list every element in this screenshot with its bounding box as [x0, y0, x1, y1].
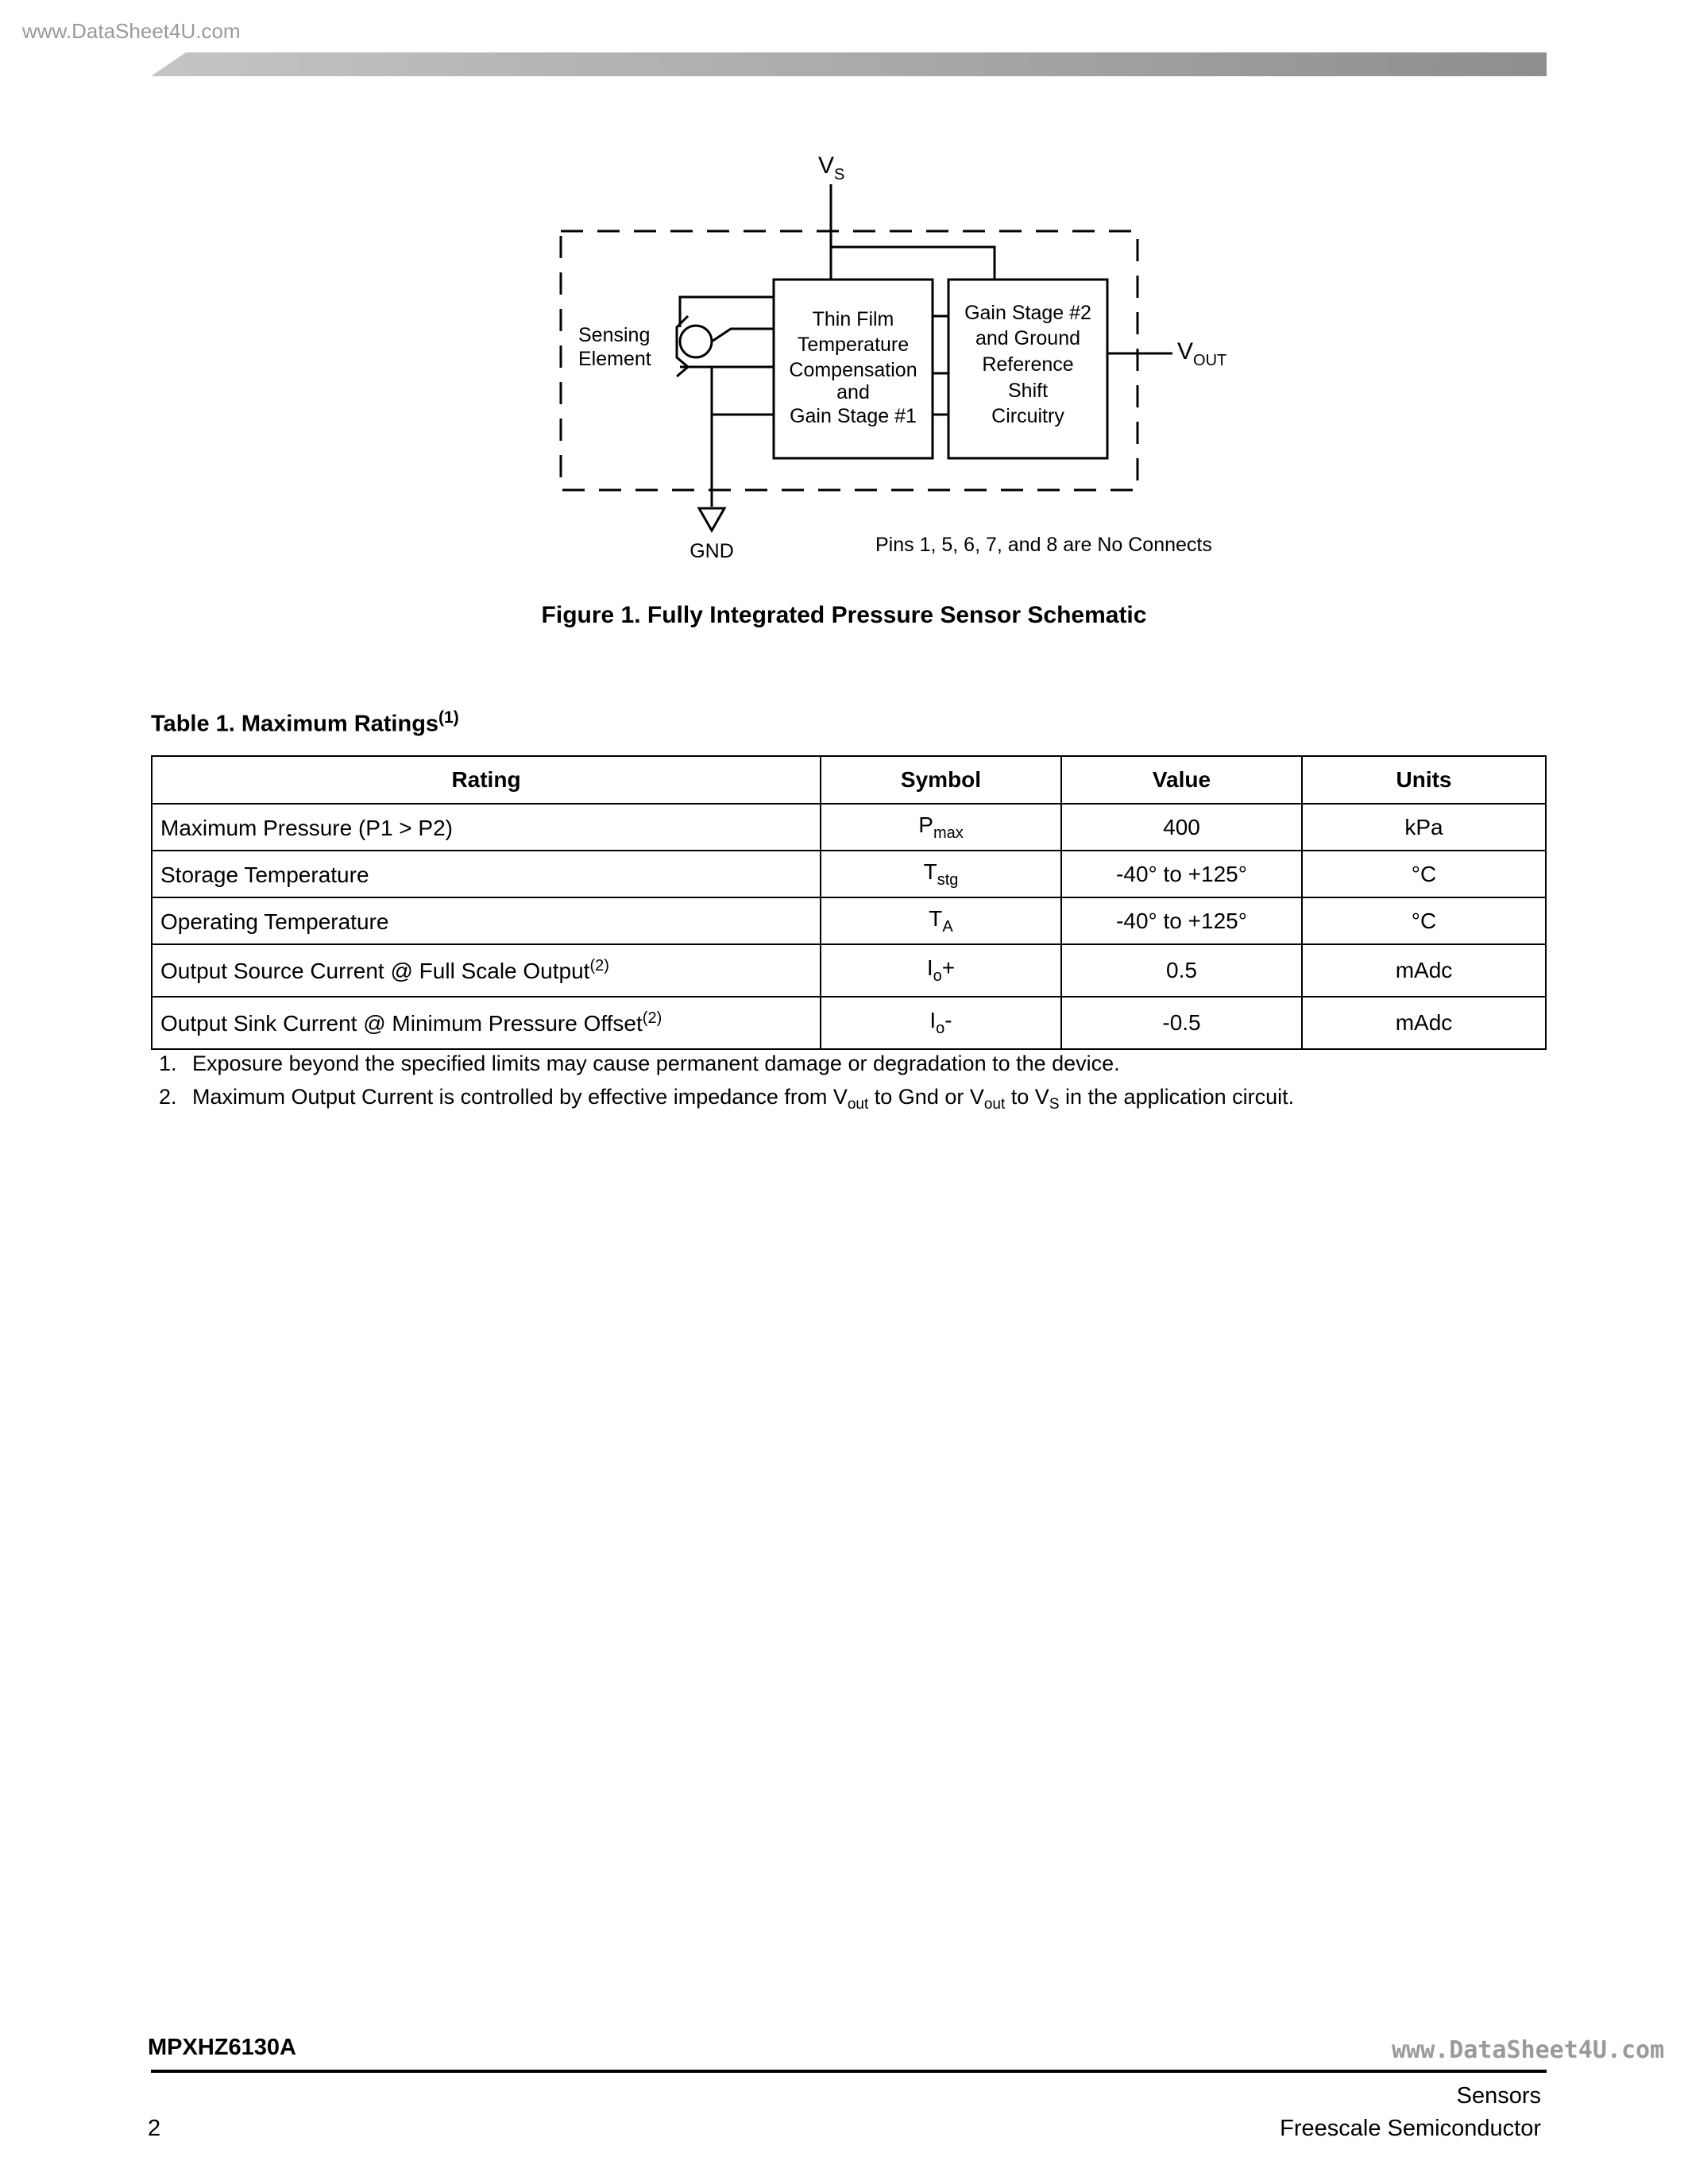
sensing-element-symbol: [680, 326, 712, 357]
value-cell: 400: [1061, 804, 1302, 851]
part-number: MPXHZ6130A: [148, 2035, 296, 2060]
block2-line2: and Ground: [975, 327, 1081, 349]
symbol-cell: $I_o+$: [821, 944, 1061, 997]
sensing-wire-top: [680, 297, 774, 327]
footnote-2: 2. Maximum Output Current is controlled by effective impedance from $V_{out}$ to Gnd or $V_{out}$ to $V_S$ in the application circuit.: [159, 1085, 1295, 1113]
units-cell: mAdc: [1302, 997, 1546, 1049]
symbol-cell: $T_A$: [821, 897, 1061, 944]
sensing-label-line1: Sensing: [578, 324, 651, 346]
sensing-wire-gnd-feed: [712, 367, 774, 415]
vout-label: $V_{OUT}$: [1177, 338, 1227, 369]
rating-cell: Operating Temperature: [152, 897, 821, 944]
footer-company: Freescale Semiconductor: [1280, 2116, 1541, 2141]
watermark-top[interactable]: www.DataSheet4U.com: [22, 19, 241, 43]
table-row: [152, 944, 1546, 997]
table-row: [152, 804, 1546, 851]
table-title: [151, 708, 459, 738]
block1-line4: and: [836, 381, 870, 403]
value-cell: -40° to +125°: [1061, 897, 1302, 944]
symbol-cell: $T_{stg}$: [821, 851, 1061, 897]
block1-line1: Thin Film: [812, 308, 894, 330]
gnd-label: GND: [689, 540, 734, 562]
block2-line4: Shift: [1007, 380, 1049, 402]
footer-category: Sensors: [1456, 2083, 1541, 2109]
rating-cell: Output Sink Current @ Minimum Pressure Offset$^{(2)}$: [152, 997, 821, 1049]
footnote-1-text: Exposure beyond the specified limits may cause permanent damage or degradation to the device.: [192, 1051, 1120, 1075]
value-cell: -0.5: [1061, 997, 1302, 1049]
symbol-cell: $P_{max}$: [821, 804, 1061, 851]
rating-cell: Maximum Pressure (P1 > P2): [152, 804, 821, 851]
block1-line3: Compensation: [789, 359, 917, 381]
block2-line1: Gain Stage #2: [964, 302, 1091, 324]
footnote-2-number: 2.: [159, 1085, 177, 1109]
table-title-text: Table 1. Maximum Ratings: [151, 711, 439, 737]
footer-rule: [151, 2070, 1547, 2073]
sensing-wire-right: [712, 329, 774, 341]
units-cell: kPa: [1302, 804, 1546, 851]
header-rating: Rating: [152, 756, 821, 804]
header-symbol: Symbol: [821, 756, 1061, 804]
footnote-1: [159, 1051, 1120, 1076]
table-row: [152, 897, 1546, 944]
footnote-1-number: 1.: [159, 1051, 177, 1075]
sensing-label-line2: Element: [578, 348, 651, 370]
maximum-ratings-table: [151, 755, 1547, 1050]
value-cell: 0.5: [1061, 944, 1302, 997]
units-cell: °C: [1302, 897, 1546, 944]
symbol-cell: $I_o-$: [821, 997, 1061, 1049]
watermark-bottom[interactable]: www.DataSheet4U.com: [1392, 2036, 1665, 2064]
block2-line5: Circuitry: [991, 405, 1064, 427]
pins-note: Pins 1, 5, 6, 7, and 8 are No Connects: [875, 534, 1212, 556]
table-row: [152, 851, 1546, 897]
header-value: Value: [1061, 756, 1302, 804]
vs-wire-block2: [831, 247, 995, 280]
rating-cell: Output Source Current @ Full Scale Output$^{(2)}$: [152, 944, 821, 997]
block2-line3: Reference: [982, 353, 1074, 376]
sensor-schematic: [0, 0, 1688, 604]
block1-line2: Temperature: [797, 334, 910, 356]
page-number: 2: [148, 2116, 161, 2141]
units-cell: °C: [1302, 851, 1546, 897]
rating-cell: Storage Temperature: [152, 851, 821, 897]
figure-caption: Figure 1. Fully Integrated Pressure Sensor Schematic: [541, 602, 1147, 628]
gnd-symbol: [699, 508, 724, 531]
units-cell: mAdc: [1302, 944, 1546, 997]
vs-label: $V_S$: [818, 152, 845, 183]
table-row: [152, 997, 1546, 1049]
table-title-note: (1): [438, 708, 459, 727]
block1-line5: Gain Stage #1: [790, 405, 917, 427]
value-cell: -40° to +125°: [1061, 851, 1302, 897]
header-units: Units: [1302, 756, 1546, 804]
table-header-row: [152, 756, 1546, 804]
